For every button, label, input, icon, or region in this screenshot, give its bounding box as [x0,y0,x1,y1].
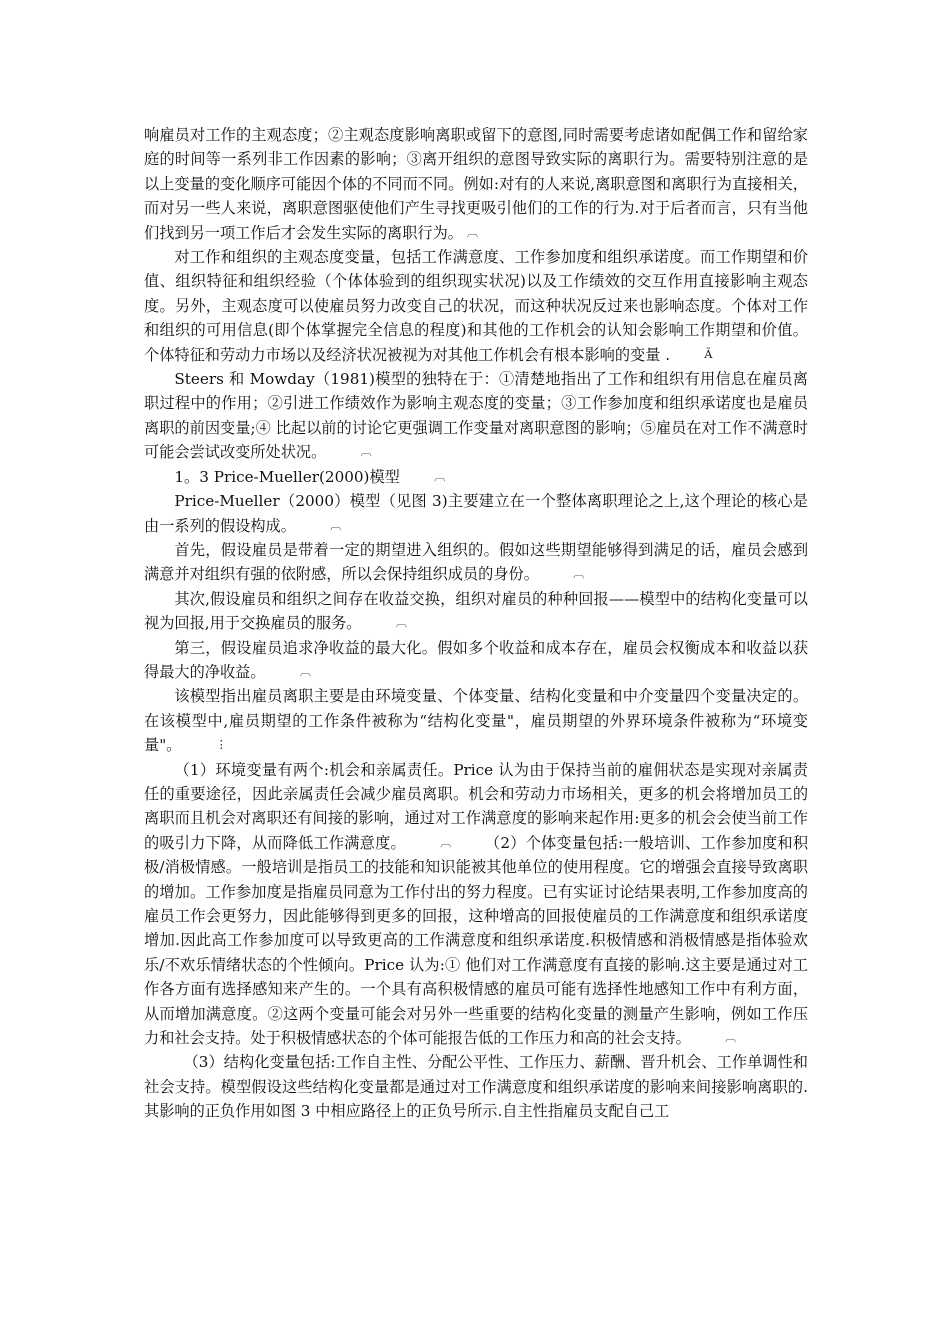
paragraph-1-text: 响雇员对工作的主观态度；②主观态度影响离职或留下的意图,同时需要考虑诸如配偶工作和留给家庭的时间等一系列非工作因素的影响；③离开组织的意图导致实际的离职行为。需要特别注意的是以上变量的变化顺序可能因个体的不同而不同。例如:对有的人来说,离职意图和离职行为直接相关，而对另一些人来说，离职意图驱使他们产生寻找更吸引他们的工作的行为.对于后者而言，只有当他们找到另一项工作后才会发生实际的离职行为。 [144,126,808,242]
paragraph-10-tail-text: （2）个体变量包括:一般培训、工作参加度和积极/消极情感。一般培训是指员工的技能和知识能被其他单位的使用程度。它的增强会直接导致离职的增加。工作参加度是指雇员同意为工作付出的努力程度。已有实证讨论结果表明,工作参加度高的雇员工作会更努力，因此能够得到更多的回报，这种增高的回报使雇员的工作满意度和组织承诺度增加.因此高工作参加度可以导致更高的工作满意度和组织承诺度.积极情感和消极情感是指体验欢乐/不欢乐情绪状态的个性倾向。Price 认为:① 他们对工作满意度有直接的影响.这主要是通过对工作各方面有选择感知来产生的。一个具有高积极情感的雇员可能有选择性地感知工作中有利方面，从而增加满意度。②这两个变量可能会对另外一些重要的结构化变量的测量产生影响，例如工作压力和社会支持。处于积极情感状态的个体可能报告低的工作压力和高的社会支持。 [144,833,809,1048]
paragraph-7 [144,587,808,636]
paragraph-6-text: 首先，假设雇员是带着一定的期望进入组织的。假如这些期望能够得到满足的话，雇员会感到满意并对组织有强的依附感，所以会保持组织成员的身份。 [144,540,808,584]
paragraph-mark: ︹ [434,469,446,483]
paragraph-2-text: 对工作和组织的主观态度变量，包括工作满意度、工作参加度和组织承诺度。而工作期望和价值、组织特征和组织经验（个体体验到的组织现实状况)以及工作绩效的交互作用直接影响主观态度。另外，主观态度可以使雇员努力改变自己的状况，而这种状况反过来也影响态度。个体对工作和组织的可用信息(即个体掌握完全信息的程度)和其他的工作机会的认知会影响工作期望和价值。个体特征和劳动力市场以及经济状况被视为对其他工作机会有根本影响的变量 . [144,248,808,364]
paragraph-mark: ︹ [725,1031,737,1045]
paragraph-mark: ︹ [466,225,478,239]
paragraph-2 [144,245,808,367]
section-heading [144,465,808,489]
paragraph-9 [144,684,808,757]
section-heading-text: 1。3 Price-Mueller(2000)模型 [174,467,400,486]
paragraph-3 [144,367,808,465]
paragraph-5-text: Price-Mueller（2000）模型（见图 3)主要建立在一个整体离职理论之上,这个理论的核心是由一系列的假设构成。 [144,492,808,535]
paragraph-mark: ︹ [440,835,452,849]
paragraph-mark: ︹ [395,616,407,630]
paragraph-10-text: （1）环境变量有两个:机会和亲属责任。Price 认为由于保持当前的雇佣状态是实现对亲属责任的重要途径，因此亲属责任会减少雇员离职。机会和劳动力市场相关，更多的机会将增加员工的离职而且机会对离职还有间接的影响，通过对工作满意度的影响来起作用:更多的机会会使当前工作的吸引力下降，从而降低工作满意度。 [144,760,808,852]
paragraph-6 [144,538,808,587]
paragraph-8 [144,636,808,685]
document-page [144,123,808,1124]
paragraph-7-text: 其次,假设雇员和组织之间存在收益交换，组织对雇员的种种回报——模型中的结构化变量可以视为回报,用于交换雇员的服务。 [144,589,808,633]
paragraph-11-text: （3）结构化变量包括:工作自主性、分配公平性、工作压力、薪酬、晋升机会、工作单调性和社会支持。模型假设这些结构化变量都是通过对工作满意度和组织承诺度的影响来间接影响离职的.其影响的正负作用如图 3 中相应路径上的正负号所示.自主性指雇员支配自己工 [144,1053,808,1121]
paragraph-mark: ⋮ [215,738,227,752]
paragraph-11 [144,1050,808,1123]
paragraph-mark: ︹ [573,567,585,581]
paragraph-8-text: 第三，假设雇员追求净收益的最大化。假如多个收益和成本存在，雇员会权衡成本和收益以获得最大的净收益。 [144,638,808,681]
paragraph-10 [144,758,808,1051]
paragraph-mark: ︹ [330,518,342,532]
paragraph-5 [144,489,808,538]
paragraph-mark: ︹ [360,445,372,459]
paragraph-3-text: Steers 和 Mowday（1981)模型的独特在于：①清楚地指出了工作和组织有用信息在雇员离职过程中的作用；②引进工作绩效作为影响主观态度的变量；③工作参加度和组织承诺度也是雇员离职的前因变量;④ 比起以前的讨论它更强调工作变量对离职意图的影响；⑤雇员在对工作不满意时可能会尝试改变所处状况。 [144,370,808,462]
paragraph-mark: ︹ [299,664,311,678]
paragraph-mark: Ã [704,347,713,361]
paragraph-1 [144,123,808,245]
paragraph-9-text: 该模型指出雇员离职主要是由环境变量、个体变量、结构化变量和中介变量四个变量决定的。在该模型中,雇员期望的工作条件被称为“结构化变量"，雇员期望的外界环境条件被称为“环境变量"。 [144,687,808,755]
